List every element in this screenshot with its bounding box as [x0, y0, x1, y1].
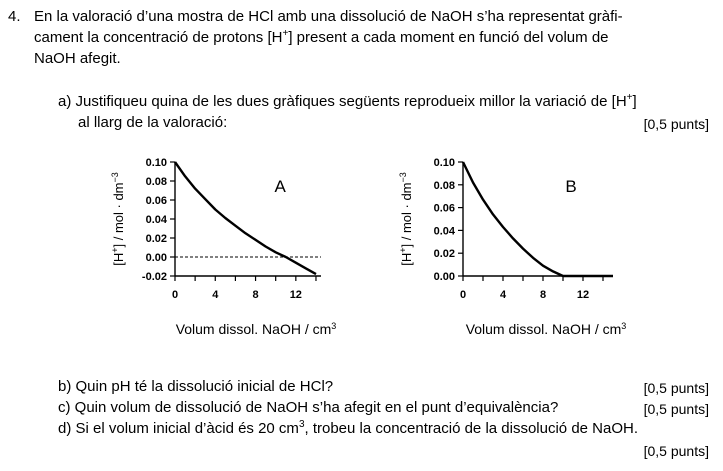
- y-tick-label: 0.06: [145, 195, 167, 207]
- x-tick-label: 0: [171, 289, 179, 301]
- chart-a: [95, 142, 355, 342]
- x-axis-label: Volum dissol. NaOH / $cm^3$: [175, 321, 337, 337]
- x-tick-label: 8: [539, 289, 547, 301]
- x-axis-label: Volum dissol. NaOH / $cm^3$: [465, 321, 627, 337]
- question-number: 4.: [8, 8, 21, 25]
- y-tick-label: 0.08: [145, 176, 167, 188]
- x-tick-label: 12: [289, 289, 302, 301]
- y-tick-label: 0.02: [145, 233, 167, 245]
- part-d-text: d) Si el volum inicial d’àcid és 20 $cm^3$, trobeu la concentració de la dissolució de NaOH.: [58, 419, 639, 437]
- question-intro-line2: cament la concentració de protons [H+] present a cada moment en funció del volum de: [34, 28, 609, 46]
- part-a-line2: al llarg de la valoració:: [78, 114, 228, 131]
- part-b-text: b) Quin pH té la dissolució inicial de HCl?: [58, 378, 334, 395]
- x-tick-label: 4: [212, 289, 219, 301]
- chart-b: [385, 142, 645, 342]
- part-a-line1: a) Justifiqueu quina de les dues gràfiques següents reprodueix millor la variació de [H+]: [58, 92, 637, 110]
- y-tick-label: 0.10: [145, 157, 167, 169]
- question-intro-line3: NaOH afegit.: [34, 50, 121, 67]
- part-c-points: [0,5 punts]: [643, 401, 709, 417]
- x-tick-label: 12: [576, 289, 590, 301]
- y-tick-label: 0.02: [433, 248, 455, 261]
- y-tick-label: 0.00: [433, 271, 455, 283]
- y-tick-label: 0.04: [145, 214, 167, 226]
- y-tick-label: 0.10: [433, 157, 455, 169]
- y-tick-label: -0.02: [141, 271, 167, 283]
- question-intro-line1: En la valoració d’una mostra de HCl amb una dissolució de NaOH s’ha representat gràfi-: [34, 8, 623, 25]
- part-a-points: [0,5 punts]: [643, 116, 709, 132]
- y-axis-label: [H+] / mol · $dm^{-3}$: [398, 172, 414, 266]
- part-b-points: [0,5 punts]: [643, 380, 709, 396]
- panel-label: A: [274, 177, 286, 196]
- y-tick-label: 0.00: [145, 252, 167, 264]
- y-tick-label: 0.08: [433, 179, 455, 192]
- y-tick-label: 0.06: [433, 202, 455, 215]
- series-line: [463, 162, 613, 276]
- panel-label: B: [565, 177, 577, 196]
- x-tick-label: 4: [499, 289, 507, 301]
- part-c-text: c) Quin volum de dissolució de NaOH s’ha afegit en el punt d’equivalència?: [58, 399, 559, 416]
- x-tick-label: 8: [252, 289, 259, 301]
- part-d-points: [0,5 punts]: [643, 443, 709, 459]
- y-axis-label: [H+] / mol · $dm^{-3}$: [110, 172, 126, 266]
- x-tick-label: 0: [459, 289, 467, 301]
- y-tick-label: 0.04: [433, 225, 455, 238]
